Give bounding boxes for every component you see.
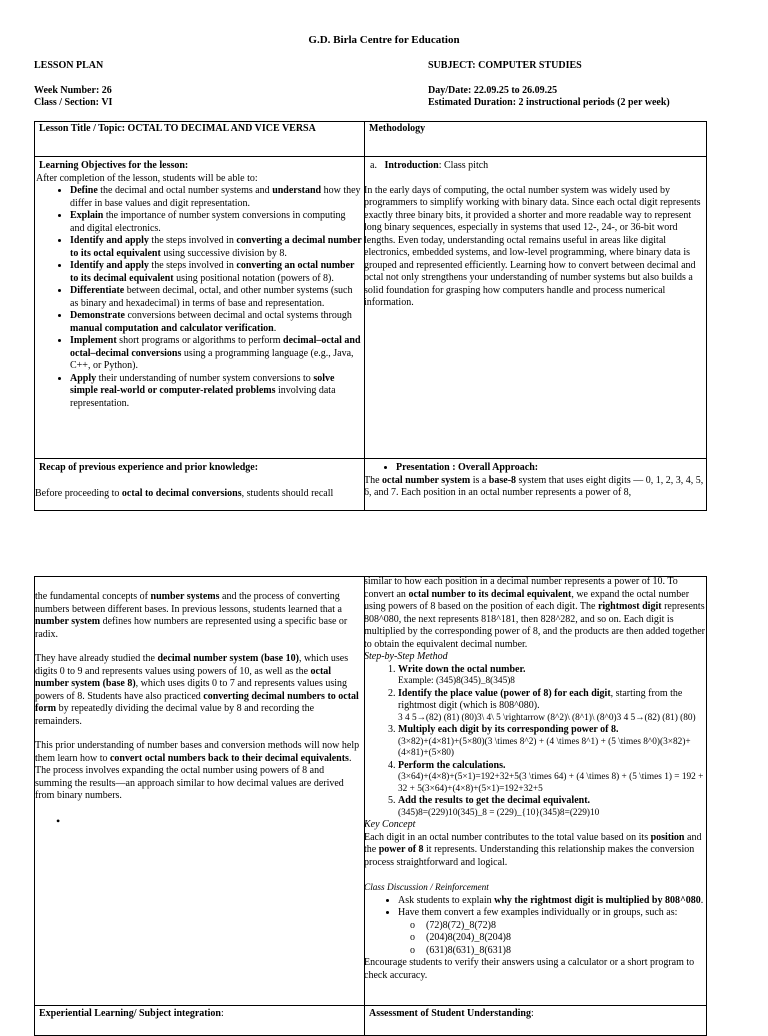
methodology-heading: Methodology xyxy=(369,123,426,134)
objective-item: • Apply their understanding of number system conversions to solve simple real-world or computer-related problems involving data representation. xyxy=(70,373,362,411)
presentation-continued xyxy=(364,576,706,982)
intro-paragraph: In the early days of computing, the octal number system was widely used by programmers to simplify working with binary data. Since each octal digit represents exactly three binary bits, it provided a shorter and more readable way to represent long binary sequences, especially in systems that used 12-, 24-, or 36-bit word lengths. Even today, understanding octal remains useful in areas like digital electronics, embedded systems, and low-level programming, where binary data is grouped and represented efficiently. Learning how to convert between decimal and octal not only strengthens your understanding of number systems but also builds a solid foundation for grasping how computers handle and process numerical information. xyxy=(364,184,701,308)
objectives-heading: Learning Objectives for the lesson: xyxy=(39,160,189,171)
key-concept-heading: Key Concept xyxy=(364,819,416,830)
objective-item: • Implement short programs or algorithms to perform decimal–octal and octal–decimal conversions using a programming language (e.g., Java, C++, or Python). xyxy=(70,335,362,373)
objectives-intro: After completion of the lesson, students will be able to: xyxy=(36,172,258,184)
step-heading: Step-by-Step Method xyxy=(364,651,448,662)
example-item: o (204)8(204)_8(204)8 xyxy=(426,932,706,945)
recap-paragraph-3: This prior understanding of number bases and conversion methods will now help them learn how to convert octal numbers back to their decimal equivalents. The process involves expanding the octal number using powers of 8 and summing the results—an approach similar to how decimal values are derived from binary numbers. xyxy=(35,740,360,801)
discussion-item: • Have them convert a few examples individually or in groups, such as: o (72)8(72)_8(72)8 o (204)8(204)_8(204)8 o (631)8(631)_8(631)8 xyxy=(398,907,706,957)
step-item: 3. Multiply each digit by its corresponding power of 8. (3×82)+(4×81)+(5×80)(3 \times 8^2) + (4 \times 8^1) + (5 \times 8^0)(3×82)+(4×81)+(5×80) xyxy=(398,724,706,760)
objective-item: • Define the decimal and octal number systems and understand how they differ in base values and digit representation. xyxy=(70,185,362,210)
recap-paragraph-2: They have already studied the decimal number system (base 10), which uses digits 0 to 9 and represents values using powers of 10, as well as the octal number system (base 8), which uses digits 0 to 7 and represents values using powers of 8. Students have also practiced converting decimal numbers to octal form by repeatedly dividing the decimal value by 8 and recording the remainders. xyxy=(35,653,359,727)
recap-heading: Recap of previous experience and prior knowledge: xyxy=(39,462,259,473)
subject-label: SUBJECT: COMPUTER STUDIES xyxy=(428,60,582,71)
intro-heading: Introduction xyxy=(384,160,439,171)
step-detail: Example: (345)8(345)_8(345)8 xyxy=(398,676,515,686)
school-name: G.D. Birla Centre for Education xyxy=(308,34,460,46)
step-item: 4. Perform the calculations. (3×64)+(4×8)+(5×1)=192+32+5(3 \times 64) + (4 \times 8) + (5 \times 1) = 192 + 32 + 5(3×64)+(4×8)+(5×1)=192+32+5 xyxy=(398,760,706,796)
step-detail: (3×64)+(4×8)+(5×1)=192+32+5(3 \times 64) + (4 \times 8) + (5 \times 1) = 192 + 32 + 5(3×64)+(4×8)+(5×1)=192+32+5 xyxy=(398,772,704,794)
recap-text: Before proceeding to octal to decimal conversions, students should recall xyxy=(35,488,334,499)
encourage-text: Encourage students to verify their answers using a calculator or a short program to check accuracy. xyxy=(364,957,695,981)
step-detail: (345)8=(229)10(345)_8 = (229)_{10}(345)8=(229)10 xyxy=(398,807,600,818)
objective-item: • Explain the importance of number system conversions in computing and digital electronics. xyxy=(70,210,362,235)
objectives-list xyxy=(36,185,362,410)
step-item: 5. Add the results to get the decimal equivalent. (345)8=(229)10(345)_8 = (229)_{10}(345)8=(229)10 xyxy=(398,795,706,819)
intro-marker: a. xyxy=(370,160,377,171)
objective-item: • Identify and apply the steps involved in converting an octal number to its decimal equivalent using positional notation (powers of 8). xyxy=(70,260,362,285)
step-detail: (3×82)+(4×81)+(5×80)(3 \times 8^2) + (4 \times 8^1) + (5 \times 8^0)(3×82)+(4×81)+(5×80) xyxy=(398,736,691,758)
objective-item: • Identify and apply the steps involved in converting a decimal number to its octal equivalent using successive division by 8. xyxy=(70,235,362,260)
presentation xyxy=(364,462,706,500)
day-date: Day/Date: 22.09.25 to 26.09.25 xyxy=(428,85,558,96)
lesson-title: Lesson Title / Topic: OCTAL TO DECIMAL AND VICE VERSA xyxy=(39,123,316,134)
discussion-heading: Class Discussion / Reinforcement xyxy=(364,883,489,893)
steps-list xyxy=(364,664,706,820)
presentation-heading: • Presentation : Overall Approach: xyxy=(396,462,706,475)
discussion-item: • Ask students to explain why the rightmost digit is multiplied by 808^080. xyxy=(398,895,706,908)
assessment-heading: Assessment of Student Understanding: xyxy=(369,1008,534,1019)
row-divider xyxy=(34,156,707,157)
objective-item: • Differentiate between decimal, octal, and other number systems (such as binary and hexadecimal) in terms of base and representation. xyxy=(70,285,362,310)
example-item: o (631)8(631)_8(631)8 xyxy=(426,945,706,958)
experiential-heading: Experiential Learning/ Subject integration: xyxy=(39,1008,224,1019)
example-item: o (72)8(72)_8(72)8 xyxy=(426,920,706,933)
class-section: Class / Section: VI xyxy=(34,97,113,108)
discussion-list xyxy=(364,895,706,958)
row-divider xyxy=(34,1005,707,1006)
conversion-explanation: similar to how each position in a decimal number represents a power of 10. To convert an octal number to its decimal equivalent, we expand the octal number using powers of 8 based on the position of each digit. The rightmost digit represents 808^080, the next represents 818^181, then 828^282, and so on. Each digit is multiplied by the corresponding power of 8, and the products are then added together to obtain the equivalent decimal number. xyxy=(364,576,706,650)
lesson-plan-label: LESSON PLAN xyxy=(34,60,104,71)
step-detail: 3 4 5→(82) (81) (80)3\ 4\ 5 \rightarrow (8^2)\ (8^1)\ (8^0)3 4 5→(82) (81) (80) xyxy=(398,712,696,723)
recap-paragraph-1: the fundamental concepts of number systems and the process of converting numbers between different bases. In previous lessons, students learned that a number system defines how numbers are represented using a specific base or radix. xyxy=(35,591,348,640)
step-item: 1. Write down the octal number. Example: (345)8(345)_8(345)8 xyxy=(398,664,706,688)
empty-bullet: • xyxy=(56,813,61,828)
week-number: Week Number: 26 xyxy=(34,85,112,96)
learning-objectives xyxy=(36,160,362,410)
key-concept-text: Each digit in an octal number contributes to the total value based on its position and the power of 8 it represents. Understanding this relationship makes the conversion process straightforward and logical. xyxy=(364,831,702,868)
step-item: 2. Identify the place value (power of 8) for each digit, starting from the rightmost digit (which is 808^080). 3 4 5→(82) (81) (80)3\ 4\ 5 \rightarrow (8^2)\ (8^1)\ (8^0)3 4 5→(82) (81) (80) xyxy=(398,688,706,725)
examples-list xyxy=(398,920,706,958)
introduction: a. Introduction: Class pitch In the early days of computing, the octal number system was widely used by programmers to simplify working with binary data. Since each octal digit represents exactly three binary bits, it provided a shorter and more readable way to represent long binary sequences, especially in systems that used 12-, 24-, or 36-bit word lengths. Even today, understanding octal remains useful in areas like digital electronics, embedded systems, and low-level programming, where binary data is grouped and represented efficiently. Learning how to convert between decimal and octal not only strengthens your understanding of number systems but also builds a solid foundation for grasping how computers handle and process numerical information. xyxy=(364,160,706,310)
presentation-text: The octal number system is a base-8 system that uses eight digits — 0, 1, 2, 3, 4, 5, 6, and 7. Each position in an octal number represents a power of 8, xyxy=(364,474,704,498)
recap-continued xyxy=(35,591,363,827)
objective-item: • Demonstrate conversions between decimal and octal systems through manual computation and calculator verification. xyxy=(70,310,362,335)
estimated-duration: Estimated Duration: 2 instructional periods (2 per week) xyxy=(428,97,670,108)
row-divider xyxy=(34,458,707,459)
